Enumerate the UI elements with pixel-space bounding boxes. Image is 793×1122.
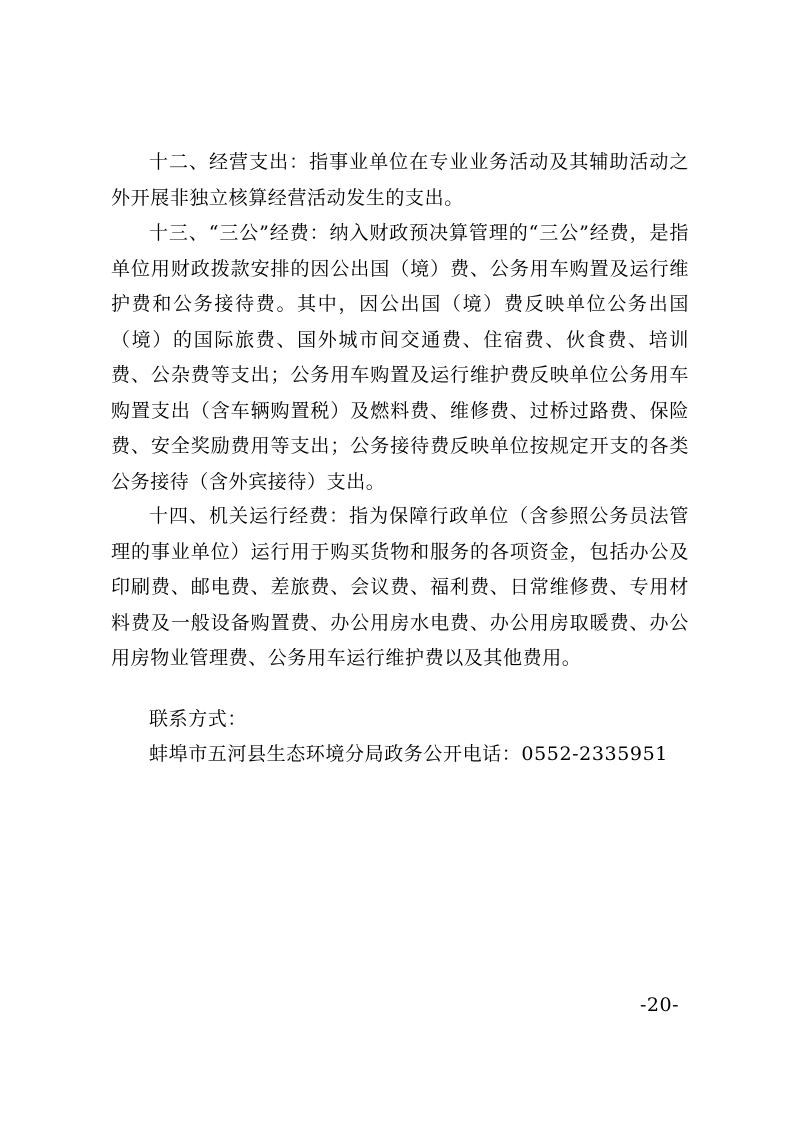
- contact-phone-line: 蚌埠市五河县生态环境分局政务公开电话：0552-2335951: [149, 743, 668, 765]
- contact-heading: 联系方式：: [149, 708, 248, 730]
- paragraph-operating-expenditure: 十二、经营支出：指事业单位在专业业务活动及其辅助活动之外开展非独立核算经营活动发生的支出。: [111, 151, 689, 209]
- paragraph-three-public-expenses: 十三、“三公”经费：纳入财政预决算管理的“三公”经费，是指单位用财政拨款安排的因公出国（境）费、公务用车购置及运行维护费和公务接待费。其中，因公出国（境）费反映单位公务出国（境）的国际旅费、国外城市间交通费、住宿费、伙食费、培训费、公杂费等支出；公务用车购置及运行维护费反映单位公务用车购置支出（含车辆购置税）及燃料费、维修费、过桥过路费、保险费、安全奖励费用等支出；公务接待费反映单位按规定开支的各类公务接待（含外宾接待）支出。: [111, 222, 689, 493]
- paragraph-agency-operating-expenses: 十四、机关运行经费：指为保障行政单位（含参照公务员法管理的事业单位）运行用于购买货物和服务的各项资金，包括办公及印刷费、邮电费、差旅费、会议费、福利费、日常维修费、专用材料费及一般设备购置费、办公用房水电费、办公用房取暖费、办公用房物业管理费、公务用车运行维护费以及其他费用。: [111, 505, 689, 669]
- page-number: -20-: [640, 994, 680, 1016]
